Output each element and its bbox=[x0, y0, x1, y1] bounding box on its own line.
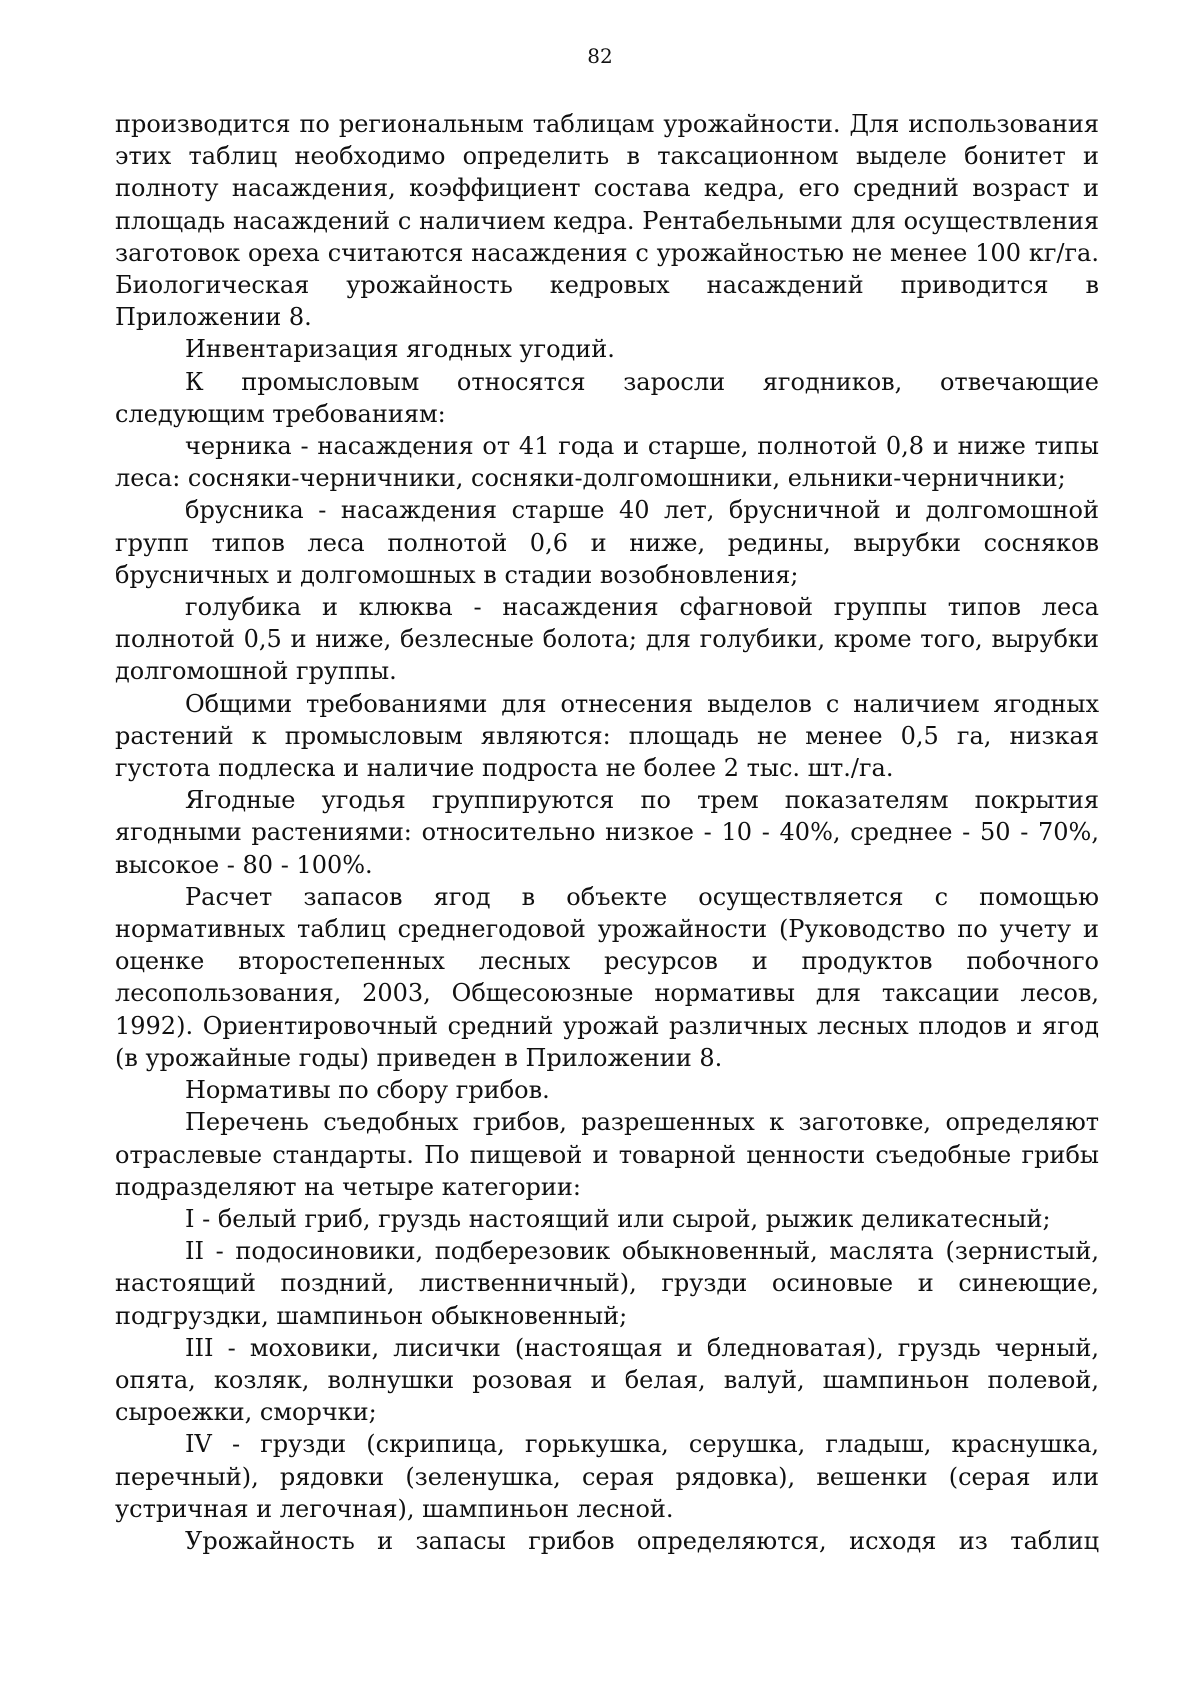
paragraph-category-4: IV - грузди (скрипица, горькушка, серушка, гладыш, краснушка, перечный), рядовки (зеленушка, серая рядовка), вешенки (серая или устричная и легочная), шампиньон лесной. bbox=[115, 1430, 1099, 1523]
heading-mushroom-norms: Нормативы по сбору грибов. bbox=[185, 1076, 550, 1105]
heading-berry-inventory: Инвентаризация ягодных угодий. bbox=[185, 335, 615, 364]
paragraph-category-3: III - моховики, лисички (настоящая и бледноватая), груздь черный, опята, козляк, волнушки розовая и белая, валуй, шампиньон полевой, сыроежки, сморчки; bbox=[115, 1333, 1099, 1427]
paragraph-blueberry-cranberry: голубика и клюква - насаждения сфагновой группы типов леса полнотой 0,5 и ниже, безлесные болота; для голубики, кроме того, вырубки долгомошной группы. bbox=[115, 593, 1099, 686]
paragraph-berry-reserves: Расчет запасов ягод в объекте осуществляется с помощью нормативных таблиц среднегодовой урожайности (Руководство по учету и оценке второстепенных лесных ресурсов и продуктов побочного лесопользования, 2003, Общесоюзные нормативы для таксации лесов, 1992). Ориентировочный средний урожай различных лесных плодов и ягод (в урожайные годы) приведен в Приложении 8. bbox=[115, 882, 1099, 1072]
body-text bbox=[115, 108, 1099, 1557]
paragraph-mushroom-categories: Перечень съедобных грибов, разрешенных к заготовке, определяют отраслевые стандарты. По пищевой и товарной ценности съедобные грибы подразделяют на четыре категории: bbox=[115, 1108, 1099, 1201]
paragraph-category-1: I - белый гриб, груздь настоящий или сырой, рыжик деликатесный; bbox=[185, 1204, 1051, 1233]
paragraph-category-2: II - подосиновики, подберезовик обыкновенный, маслята (зернистый, настоящий поздний, лиственничный), грузди осиновые и синеющие, подгруздки, шампиньон обыкновенный; bbox=[115, 1237, 1099, 1330]
paragraph-berry-coverage: Ягодные угодья группируются по трем показателям покрытия ягодными растениями: относительно низкое - 10 - 40%, среднее - 50 - 70%, высокое - 80 - 100%. bbox=[115, 786, 1099, 879]
paragraph-general-requirements: Общими требованиями для отнесения выделов с наличием ягодных растений к промысловым являются: площадь не менее 0,5 га, низкая густота подлеска и наличие подроста не более 2 тыс. шт./га. bbox=[115, 689, 1099, 783]
paragraph-cedar-yield: производится по региональным таблицам урожайности. Для использования этих таблиц необходимо определить в таксационном выделе бонитет и полноту насаждения, коэффициент состава кедра, его средний возраст и площадь насаждений с наличием кедра. Рентабельными для осуществления заготовок ореха считаются насаждения с урожайностью не менее 100 кг/га. Биологическая урожайность кедровых насаждений приводится в Приложении 8. bbox=[115, 110, 1099, 332]
page-number: 82 bbox=[587, 44, 613, 68]
paragraph-lingonberry: брусника - насаждения старше 40 лет, брусничной и долгомошной групп типов леса полнотой 0,6 и ниже, редины, вырубки сосняков брусничных и долгомошных в стадии возобновления; bbox=[115, 496, 1099, 589]
paragraph-commercial-requirements: К промысловым относятся заросли ягодников, отвечающие следующим требованиям: bbox=[115, 367, 1099, 428]
paragraph-mushroom-yield: Урожайность и запасы грибов определяются, исходя из таблиц bbox=[185, 1526, 1099, 1555]
paragraph-bilberry: черника - насаждения от 41 года и старше, полнотой 0,8 и ниже типы леса: сосняки-черничники, сосняки-долгомошники, ельники-черничники; bbox=[115, 432, 1099, 493]
